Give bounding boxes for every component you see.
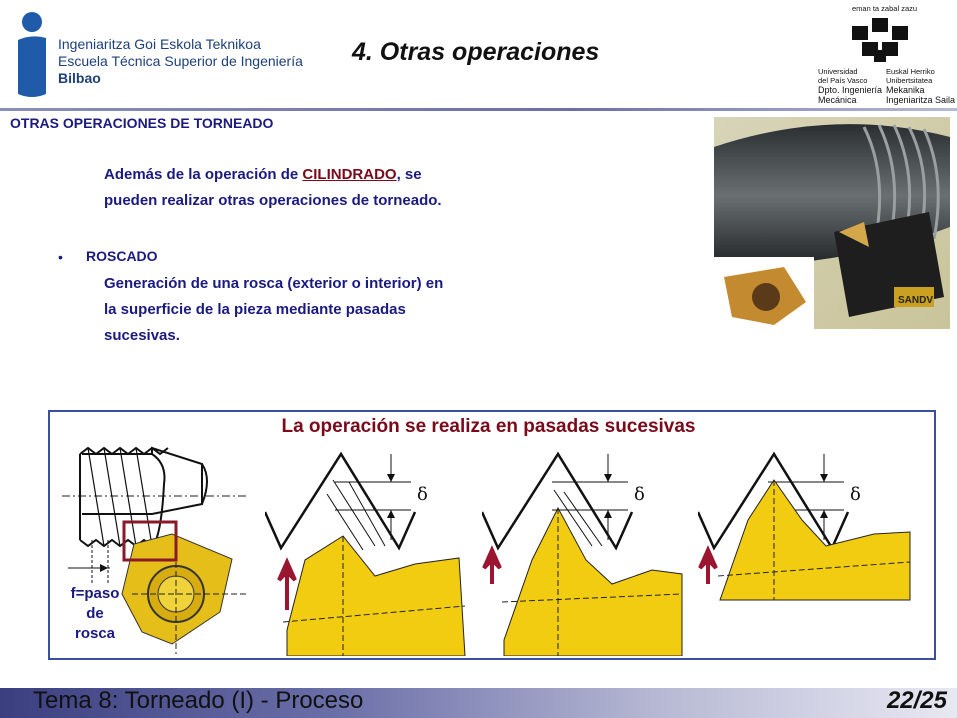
pitch-label-line-1: f=paso xyxy=(70,585,120,602)
bullet-line-1: Generación de una rosca (exterior o interior) en xyxy=(104,275,444,292)
pass-2-diagram xyxy=(482,450,692,656)
school-line-3: Bilbao xyxy=(58,70,101,86)
uni-right-1: Euskal Herriko xyxy=(886,67,935,76)
delta-label-3: δ xyxy=(850,484,861,505)
uni-right-2: Unibertsitatea xyxy=(886,75,933,85)
photo-brand-label: SANDV xyxy=(898,295,934,306)
uni-left-4: Mecánica xyxy=(818,95,857,105)
intro-post: , se xyxy=(396,166,422,183)
feed-arrow-2 xyxy=(484,550,500,584)
intro-line-1 xyxy=(104,162,442,188)
pitch-label xyxy=(60,584,130,644)
intro-pre: Además de la operación de xyxy=(104,166,303,183)
diagram-title: La operación se realiza en pasadas sucesivas xyxy=(281,416,696,437)
intro-line-2: pueden realizar otras operaciones de torneado. xyxy=(104,192,442,209)
bullet-line-2: la superficie de la pieza mediante pasadas xyxy=(104,301,406,318)
school-name xyxy=(58,36,303,87)
bullet-title: ROSCADO xyxy=(86,248,158,264)
uni-name-right xyxy=(886,68,955,105)
feed-arrow-3 xyxy=(700,550,716,584)
cilindrado-link: CILINDRADO xyxy=(302,166,397,183)
bullet-description xyxy=(104,271,443,349)
feed-arrow-1 xyxy=(279,562,295,610)
threading-tool-photo xyxy=(714,117,950,329)
delta-label-1: δ xyxy=(417,484,428,505)
uni-right-4: Ingeniaritza Saila xyxy=(886,95,956,105)
slide-title: 4. Otras operaciones xyxy=(352,38,600,66)
university-logo-icon xyxy=(848,16,918,66)
section-heading: OTRAS OPERACIONES DE TORNEADO xyxy=(10,115,274,131)
footer-topic: Tema 8: Torneado (I) - Proceso xyxy=(33,687,364,714)
header-divider xyxy=(0,108,957,111)
school-logo-icon xyxy=(10,8,55,100)
pitch-label-line-3: rosca xyxy=(74,625,116,642)
uni-left-2: del País Vasco xyxy=(818,75,868,85)
pass-1-diagram xyxy=(265,450,475,656)
uni-name-left xyxy=(818,68,882,105)
pass-3-diagram xyxy=(698,450,930,656)
uni-left-1: Universidad xyxy=(818,67,858,76)
uni-tagline: eman ta zabal zazu xyxy=(852,4,918,13)
page-number: 22/25 xyxy=(886,687,947,714)
uni-right-3: Mekanika xyxy=(886,85,925,95)
delta-label-2: δ xyxy=(634,484,645,505)
bullet-marker: • xyxy=(58,249,63,265)
school-line-1: Ingeniaritza Goi Eskola Teknikoa xyxy=(58,36,261,52)
intro-paragraph xyxy=(104,162,442,214)
pitch-label-line-2: de xyxy=(86,605,104,622)
bullet-line-3: sucesivas. xyxy=(104,327,180,344)
uni-left-3: Dpto. Ingeniería xyxy=(818,85,883,95)
school-line-2: Escuela Técnica Superior de Ingeniería xyxy=(58,53,303,69)
